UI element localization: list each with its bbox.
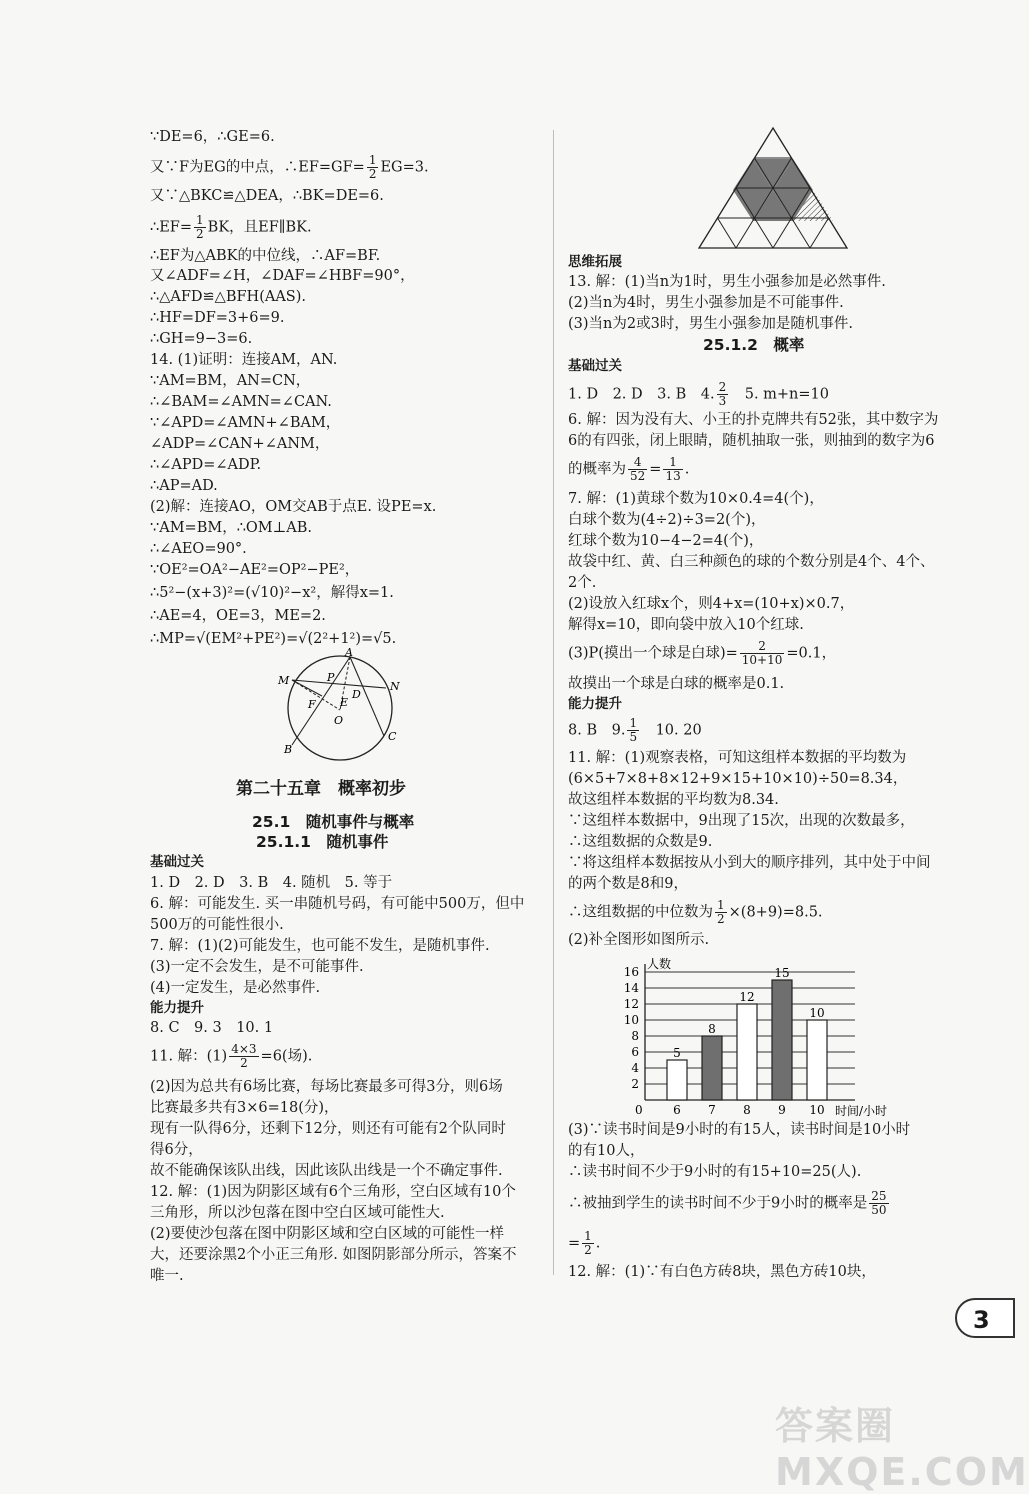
text-line: 8. C 9. 3 10. 1 xyxy=(150,1020,274,1036)
circle-figure xyxy=(270,648,410,773)
text-line: (3)∵读书时间是9小时的有15人，读书时间是10小时 xyxy=(568,1122,911,1138)
fraction: $\frac{4}{52}$ xyxy=(630,455,646,483)
bar xyxy=(772,980,792,1100)
text-line: (3)一定不会发生，是不可能事件. xyxy=(150,959,364,975)
bar xyxy=(737,1004,757,1100)
fraction: $\frac{1}{5}$ xyxy=(629,716,638,744)
text-line: 比赛最多共有3×6=18(分)， xyxy=(150,1100,339,1116)
text: BK，且EF∥BK. xyxy=(207,219,312,236)
text: = xyxy=(568,1235,581,1252)
text-line: ∴读书时间不少于9小时的有15+10=25(人). xyxy=(568,1164,862,1180)
bar xyxy=(702,1036,722,1100)
text-line: ∵DE=6，∴GE=6. xyxy=(150,129,275,145)
text-line: 7. 解：(1)(2)可能发生，也可能不发生，是随机事件. xyxy=(150,938,490,954)
text-line: 故这组样本数据的平均数为8.34. xyxy=(568,792,779,808)
x-tick-label: 9 xyxy=(778,1103,786,1117)
heading-basic: 基础过关 xyxy=(568,358,622,374)
text-line: 11. 解：(1)观察表格，可知这组样本数据的平均数为 xyxy=(568,750,907,766)
y-tick-label: 14 xyxy=(623,981,639,995)
bar-value-label: 12 xyxy=(739,990,755,1004)
text: . xyxy=(595,1235,601,1252)
bar xyxy=(667,1060,687,1100)
text-line: ∴△AFD≌△BFH(AAS). xyxy=(150,289,306,305)
text-line: 6的有四张，闭上眼睛，随机抽取一张，则抽到的数字为6 xyxy=(568,433,935,449)
point-label: O xyxy=(334,714,344,727)
text-line xyxy=(150,1043,312,1070)
text-line: 1. D 2. D 3. B 4. 随机 5. 等于 xyxy=(150,875,393,891)
text-line: ∠ADP=∠CAN+∠ANM， xyxy=(150,436,330,452)
text-line xyxy=(150,214,312,241)
bar-value-label: 8 xyxy=(708,1022,716,1036)
text-line: ∵将这组样本数据按从小到大的顺序排列，其中处于中间 xyxy=(568,855,931,871)
text-line: 解得x=10，即向袋中放入10个红球. xyxy=(568,617,804,633)
text-line: 白球个数为(4÷2)÷3=2(个)， xyxy=(568,512,766,528)
text: ∴EF= xyxy=(150,219,193,236)
x-tick-label: 6 xyxy=(673,1103,681,1117)
x-axis-label: 时间/小时 xyxy=(835,1104,888,1118)
text-line: 又∵△BKC≌△DEA，∴BK=DE=6. xyxy=(150,188,384,204)
page-number: 3 xyxy=(955,1298,1015,1338)
watermark: 答案圈 MXQE.COM xyxy=(775,1404,1029,1494)
text-line: 6. 解：可能发生. 买一串随机号码，有可能中500万，但中 xyxy=(150,896,525,912)
text-line: ∵AM=BM，∴OM⊥AB. xyxy=(150,520,313,536)
text-line: ∴5²−(x+3)²=(√10)²−x²，解得x=1. xyxy=(150,585,394,601)
point-label: F xyxy=(308,698,316,711)
text: ∴被抽到学生的读书时间不少于9小时的概率是 xyxy=(568,1195,868,1212)
text: EG=3. xyxy=(380,159,429,176)
text: 11. 解：(1) xyxy=(150,1048,228,1065)
text: 1. D 2. D 3. B 4. xyxy=(568,386,715,403)
text: . xyxy=(684,461,690,478)
text-line: (6×5+7×8+8×12+9×15+10×10)÷50=8.34， xyxy=(568,771,908,787)
fraction: $\frac{1}{2}$ xyxy=(584,1229,592,1257)
text-line xyxy=(568,640,836,667)
heading-think: 思维拓展 xyxy=(568,254,622,270)
x-tick-label: 7 xyxy=(708,1103,716,1117)
point-label: B xyxy=(284,743,293,756)
text: 的概率为 xyxy=(568,461,626,478)
section-title: 25.1.2 概率 xyxy=(703,336,805,354)
triangle-grid-figure xyxy=(693,126,853,250)
text-line: 7. 解：(1)黄球个数为10×0.4=4(个)， xyxy=(568,491,824,507)
fraction: $\frac{1}{2}$ xyxy=(717,898,725,926)
y-tick-label: 8 xyxy=(631,1029,639,1043)
point-label: P xyxy=(327,671,335,684)
text-line: (3)当n为2或3时，男生小强参加是随机事件. xyxy=(568,316,853,332)
text-line xyxy=(568,717,702,744)
heading-basic: 基础过关 xyxy=(150,854,204,870)
subsection-title: 25.1.1 随机事件 xyxy=(256,833,389,851)
fraction: $\frac{1}{2}$ xyxy=(196,213,204,241)
text-line: (2)补全图形如图所示. xyxy=(568,932,710,948)
text-line: (2)解：连接AO，OM交AB于点E. 设PE=x. xyxy=(150,499,437,515)
text-line xyxy=(568,381,829,408)
text-line: (4)一定发生，是必然事件. xyxy=(150,980,321,996)
text-line: ∴HF=DF=3+6=9. xyxy=(150,310,285,326)
chapter-title: 第二十五章 概率初步 xyxy=(236,779,406,799)
point-label: M xyxy=(278,674,290,687)
text-line: ∵这组样本数据中，9出现了15次，出现的次数最多， xyxy=(568,813,915,829)
text-line: ∴∠BAM=∠AMN=∠CAN. xyxy=(150,394,332,410)
y-axis-label: 人数 xyxy=(647,957,672,971)
point-label: E xyxy=(340,696,349,709)
text-line: (2)设放入红球x个，则4+x=(10+x)×0.7， xyxy=(568,596,855,612)
text: =6(场). xyxy=(260,1048,313,1065)
heading-ability: 能力提升 xyxy=(150,1000,204,1016)
fraction: $\frac{25}{50}$ xyxy=(871,1189,887,1217)
heading-ability: 能力提升 xyxy=(568,696,622,712)
text-line: 三角形，所以沙包落在图中空白区域可能性大. xyxy=(150,1205,445,1221)
text-line: ∴∠APD=∠ADP. xyxy=(150,457,262,473)
point-label: N xyxy=(390,680,400,693)
text-line: 故袋中红、黄、白三种颜色的球的个数分别是4个、4个、 xyxy=(568,554,935,570)
x-tick-label: 8 xyxy=(743,1103,751,1117)
text-line: 唯一. xyxy=(150,1268,184,1284)
text-line xyxy=(568,456,689,483)
text-line: 14. (1)证明：连接AM，AN. xyxy=(150,352,338,368)
text-line: ∵∠APD=∠AMN+∠BAM， xyxy=(150,415,341,431)
text: 8. B 9. xyxy=(568,722,626,739)
y-tick-label: 6 xyxy=(631,1045,639,1059)
y-tick-label: 2 xyxy=(631,1077,639,1091)
text-line: ∴GH=9−3=6. xyxy=(150,331,253,347)
point-label: A xyxy=(345,646,353,659)
text-line: ∴AP=AD. xyxy=(150,478,218,494)
text: 又∵F为EG的中点，∴EF=GF= xyxy=(150,159,365,176)
fraction: $\frac{4\times 3}{2}$ xyxy=(231,1042,257,1070)
text-line xyxy=(568,899,823,926)
text-line: ∴∠AEO=90°. xyxy=(150,541,247,557)
text-line xyxy=(568,1190,891,1217)
text-line: 的两个数是8和9， xyxy=(568,876,688,892)
y-tick-label: 12 xyxy=(623,997,639,1011)
text-line: 13. 解：(1)当n为1时，男生小强参加是必然事件. xyxy=(568,274,886,290)
section-title: 25.1 随机事件与概率 xyxy=(252,813,415,831)
x-tick-label: 10 xyxy=(809,1103,825,1117)
text: = xyxy=(649,461,662,478)
text-line: 2个. xyxy=(568,575,597,591)
text-line: 的有10人， xyxy=(568,1143,645,1159)
text-line: (2)因为总共有6场比赛，每场比赛最多可得3分，则6场 xyxy=(150,1079,503,1095)
bar-value-label: 15 xyxy=(774,966,790,980)
text-line: 现有一队得6分，还剩下12分，则还有可能有2个队同时 xyxy=(150,1121,506,1137)
text-line: 红球个数为10−4−2=4(个)， xyxy=(568,533,764,549)
text-line xyxy=(150,154,429,181)
origin-label: 0 xyxy=(635,1103,643,1117)
text-line: ∴MP=√(EM²+PE²)=√(2²+1²)=√5. xyxy=(150,631,397,647)
text-line: 500万的可能性很小. xyxy=(150,917,284,933)
column-divider xyxy=(553,130,554,1275)
text: (3)P(摸出一个球是白球)= xyxy=(568,645,738,662)
y-tick-label: 4 xyxy=(631,1061,639,1075)
fraction: $\frac{1}{13}$ xyxy=(665,455,681,483)
text-line: ∴EF为△ABK的中位线，∴AF=BF. xyxy=(150,248,381,264)
text: 5. m+n=10 xyxy=(744,386,829,403)
text-line: (2)当n为4时，男生小强参加是不可能事件. xyxy=(568,295,844,311)
text-line: 大，还要涂黑2个小正三角形. 如图阴影部分所示，答案不 xyxy=(150,1247,517,1263)
text-line: 12. 解：(1)∵有白色方砖8块，黑色方砖10块， xyxy=(568,1264,876,1280)
text-line: 6. 解：因为没有大、小王的扑克牌共有52张，其中数字为 xyxy=(568,412,939,428)
text: ∴这组数据的中位数为 xyxy=(568,904,713,921)
text-line: ∴这组数据的众数是9. xyxy=(568,834,713,850)
text: ×(8+9)=8.5. xyxy=(728,904,823,921)
fraction: $\frac{1}{2}$ xyxy=(368,153,377,181)
bar xyxy=(807,1020,827,1100)
fraction: $\frac{2}{10+10}$ xyxy=(741,639,783,667)
fraction: $\frac{2}{3}$ xyxy=(718,380,727,408)
text-line xyxy=(568,1230,600,1257)
text-line: 12. 解：(1)因为阴影区域有6个三角形，空白区域有10个 xyxy=(150,1184,516,1200)
point-label: C xyxy=(388,730,397,743)
text-line: 得6分， xyxy=(150,1142,203,1158)
y-tick-label: 16 xyxy=(623,965,639,979)
y-tick-label: 10 xyxy=(623,1013,639,1027)
text: =0.1， xyxy=(786,645,837,662)
bar-chart xyxy=(615,945,925,1120)
bar-value-label: 10 xyxy=(809,1006,825,1020)
text-line: ∵OE²=OA²−AE²=OP²−PE²， xyxy=(150,562,360,578)
bar-value-label: 5 xyxy=(673,1046,681,1060)
text-line: 故摸出一个球是白球的概率是0.1. xyxy=(568,676,785,692)
point-label: D xyxy=(352,688,361,701)
text-line: 故不能确保该队出线，因此该队出线是一个不确定事件. xyxy=(150,1163,503,1179)
text-line: ∵AM=BM，AN=CN， xyxy=(150,373,311,389)
text-line: ∴AE=4，OE=3，ME=2. xyxy=(150,608,326,624)
text-line: 又∠ADF=∠H，∠DAF=∠HBF=90°， xyxy=(150,268,415,284)
text: 10. 20 xyxy=(655,722,702,739)
text-line: (2)要使沙包落在图中阴影区域和空白区域的可能性一样 xyxy=(150,1226,505,1242)
